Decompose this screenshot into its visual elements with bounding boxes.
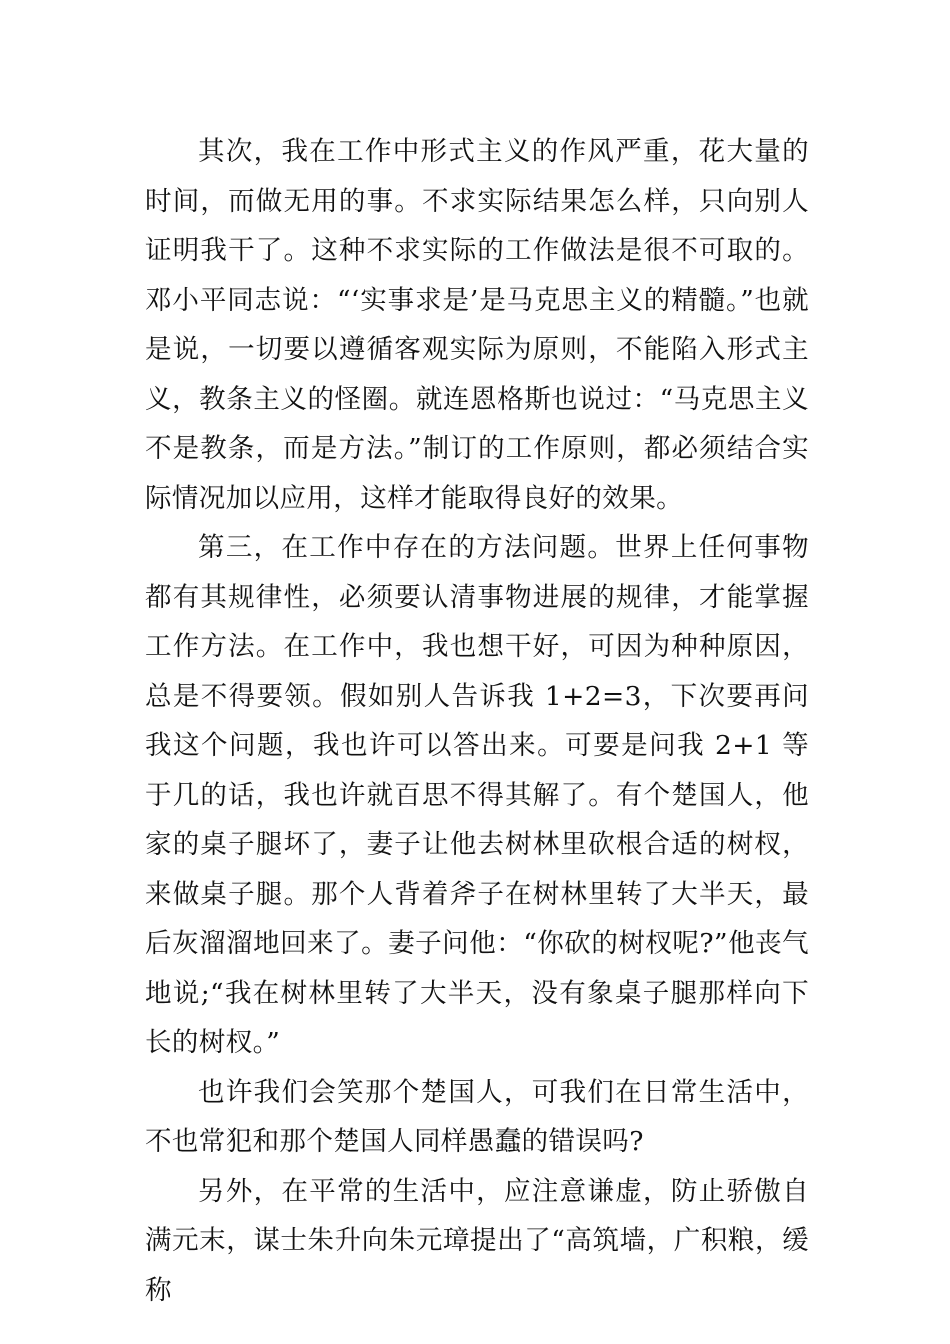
- document-body: [145, 127, 809, 1315]
- paragraph-formalism: 其次，我在工作中形式主义的作风严重，花大量的时间，而做无用的事。不求实际结果怎么样，只向别人证明我干了。这种不求实际的工作做法是很不可取的。邓小平同志说：“‘实事求是’是马克思主义的精髓。”也就是说，一切要以遵循客观实际为原则，不能陷入形式主义，教条主义的怪圈。就连恩格斯也说过：“马克思主义不是教条，而是方法。”制订的工作原则，都必须结合实际情况加以应用，这样才能取得良好的效果。: [145, 136, 809, 514]
- paragraph-modesty: 另外，在平常的生活中，应注意谦虚，防止骄傲自满元末，谋士朱升向朱元璋提出了“高筑墙，广积粮，缓称: [145, 1175, 809, 1306]
- paragraph-method-problem: 第三，在工作中存在的方法问题。世界上任何事物都有其规律性，必须要认清事物进展的规律，才能掌握工作方法。在工作中，我也想干好，可因为种种原因，总是不得要领。假如别人告诉我 1+2=3，下次要再问我这个问题，我也许可以答出来。可要是问我 2+1 等于几的话，我也许就百思不得其解了。有个楚国人，他家的桌子腿坏了，妻子让他去树林里砍根合适的树杈，来做桌子腿。那个人背着斧子在树林里转了大半天，最后灰溜溜地回来了。妻子问他：“你砍的树杈呢?”他丧气地说;“我在树林里转了大半天，没有象桌子腿那样向下长的树杈。”: [145, 532, 809, 1058]
- paragraph-reflection: 也许我们会笑那个楚国人，可我们在日常生活中，不也常犯和那个楚国人同样愚蠢的错误吗?: [145, 1076, 809, 1157]
